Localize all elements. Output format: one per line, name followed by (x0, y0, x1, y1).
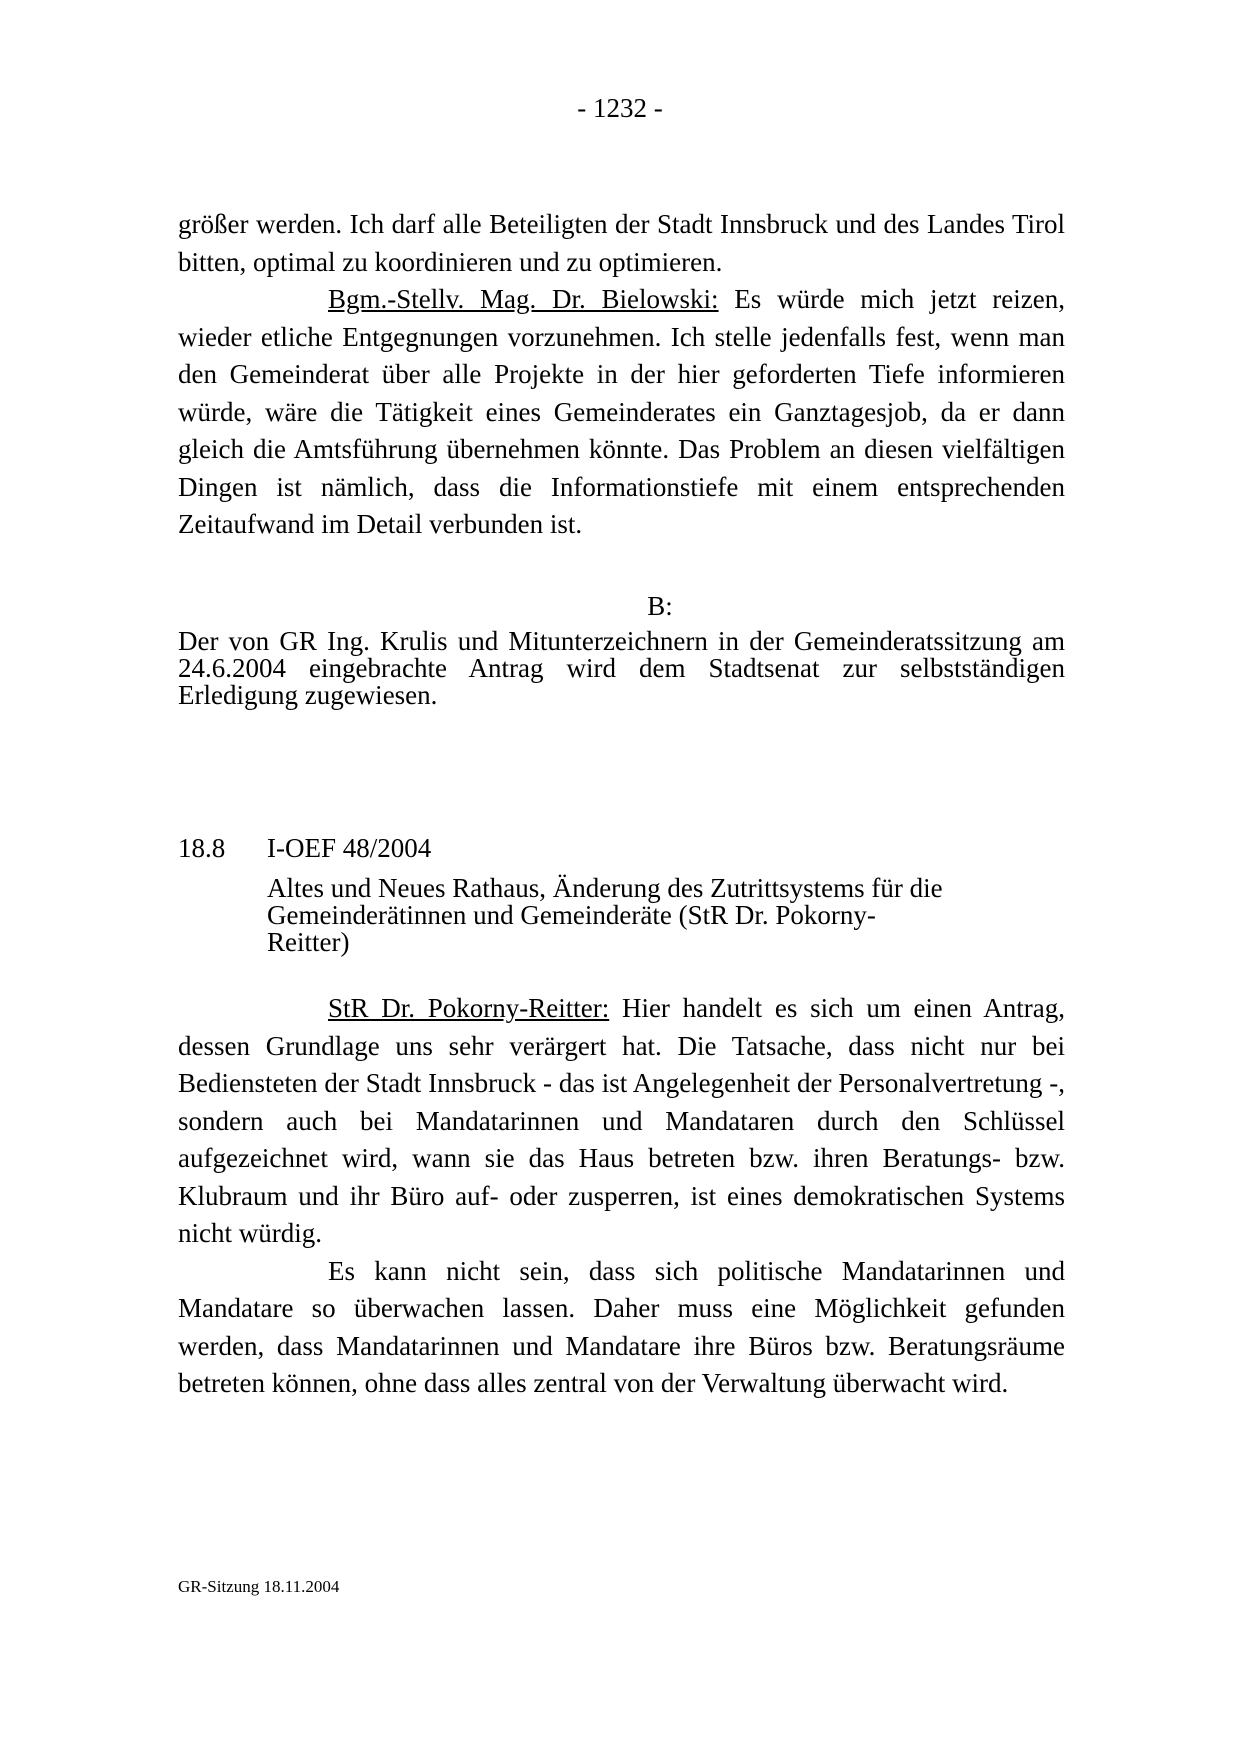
agenda-item-number: 18.8 (178, 833, 226, 863)
speech-text: Hier handelt es sich um einen Antrag, dessen Grundlage uns sehr verärgert hat. Die Tatsache, dass nicht nur bei Bediensteten der Stadt Innsbruck - das ist Angelegenheit der Personalvertretung -, sondern auch bei Mandatarinnen und Mandataren durch den Schlüssel aufgezeichnet wird, wann sie das Haus betreten bzw. ihren Beratungs- bzw. Klubraum und ihr Büro auf- oder zusperren, ist eines demokratischen Systems nicht würdig. (178, 993, 1065, 1248)
page-number: - 1232 - (577, 93, 663, 123)
resolution-text: Der von GR Ing. Krulis und Mitunterzeichnern in der Gemeinderatssitzung am 24.6.2004 eingebrachte Antrag wird dem Stadtsenat zur selbstständigen Erledigung zugewiesen. (178, 626, 1065, 710)
agenda-item-code: I-OEF 48/2004 (267, 833, 432, 863)
footer: GR-Sitzung 18.11.2004 (178, 1577, 340, 1596)
speaker-name: StR Dr. Pokorny-Reitter: (328, 993, 610, 1023)
paragraph-text: Es kann nicht sein, dass sich politische Mandatarinnen und Mandatare so überwachen lassen. Daher muss eine Möglichkeit gefunden werden, dass Mandatarinnen und Mandatare ihre Büros bzw. Beratungsräume betreten können, ohne dass alles zentral von der Verwaltung überwacht wird. (178, 1255, 1065, 1398)
paragraph: größer werden. Ich darf alle Beteiligten der Stadt Innsbruck und des Landes Tirol bitten, optimal zu koordinieren und zu optimieren. (178, 209, 1065, 277)
section-label: B: (647, 591, 673, 621)
speech-paragraph (178, 281, 1065, 544)
paragraph (178, 1253, 1065, 1403)
speaker-name: Bgm.-Stellv. Mag. Dr. Bielowski: (328, 284, 719, 314)
debate-block-1 (178, 206, 1065, 544)
speech-text: Es würde mich jetzt reizen, wieder etliche Entgegnungen vorzunehmen. Ich stelle jedenfalls fest, wenn man den Gemeinderat über alle Projekte in der hier geforderten Tiefe informieren würde, wäre die Tätigkeit eines Gemeinderates ein Ganztagesjob, da er dann gleich die Amtsführung übernehmen könnte. Das Problem an diesen vielfältigen Dingen ist nämlich, dass die Informationstiefe mit einem entsprechenden Zeitaufwand im Detail verbunden ist. (178, 284, 1065, 539)
speech-paragraph (178, 990, 1065, 1253)
debate-block-2 (178, 990, 1065, 1403)
agenda-item-title: Altes und Neues Rathaus, Änderung des Zutrittsystems für die Gemeinderätinnen und Gemeinderäte (StR Dr. Pokorny-Reitter) (267, 873, 943, 957)
